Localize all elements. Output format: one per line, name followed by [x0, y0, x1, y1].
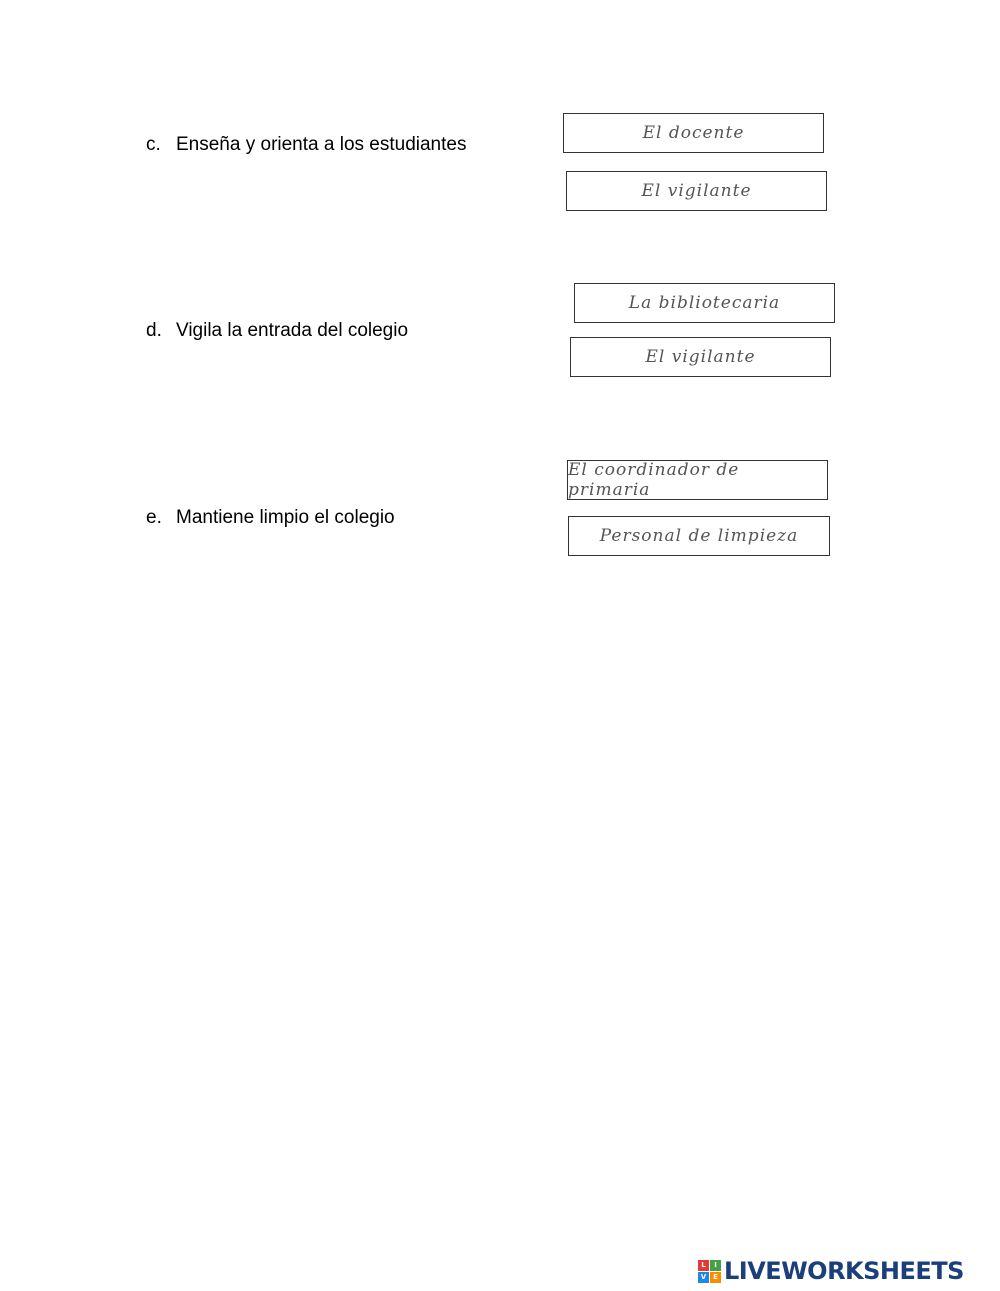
answer-option[interactable]: El vigilante [570, 337, 831, 377]
answer-option[interactable]: Personal de limpieza [568, 516, 830, 556]
question-letter: d. [146, 320, 162, 341]
question-c [146, 134, 466, 156]
logo-tile: I [710, 1260, 721, 1271]
question-letter: e. [146, 507, 162, 528]
logo-tile: L [698, 1260, 709, 1271]
question-text: Enseña y orienta a los estudiantes [176, 134, 467, 155]
question-d [146, 320, 408, 342]
liveworksheets-logo-icon [698, 1260, 721, 1283]
question-letter: c. [146, 134, 161, 155]
answer-option[interactable]: La bibliotecaria [574, 283, 835, 323]
brand-name: LIVEWORKSHEETS [724, 1257, 964, 1285]
question-text: Mantiene limpio el colegio [176, 507, 395, 528]
answer-option[interactable]: El vigilante [566, 171, 827, 211]
question-e [146, 507, 395, 529]
logo-tile: V [698, 1272, 709, 1283]
answer-option[interactable]: El coordinador de primaria [567, 460, 828, 500]
answer-option[interactable]: El docente [563, 113, 824, 153]
logo-tile: E [710, 1272, 721, 1283]
question-text: Vigila la entrada del colegio [176, 320, 409, 341]
liveworksheets-brand [698, 1257, 964, 1285]
